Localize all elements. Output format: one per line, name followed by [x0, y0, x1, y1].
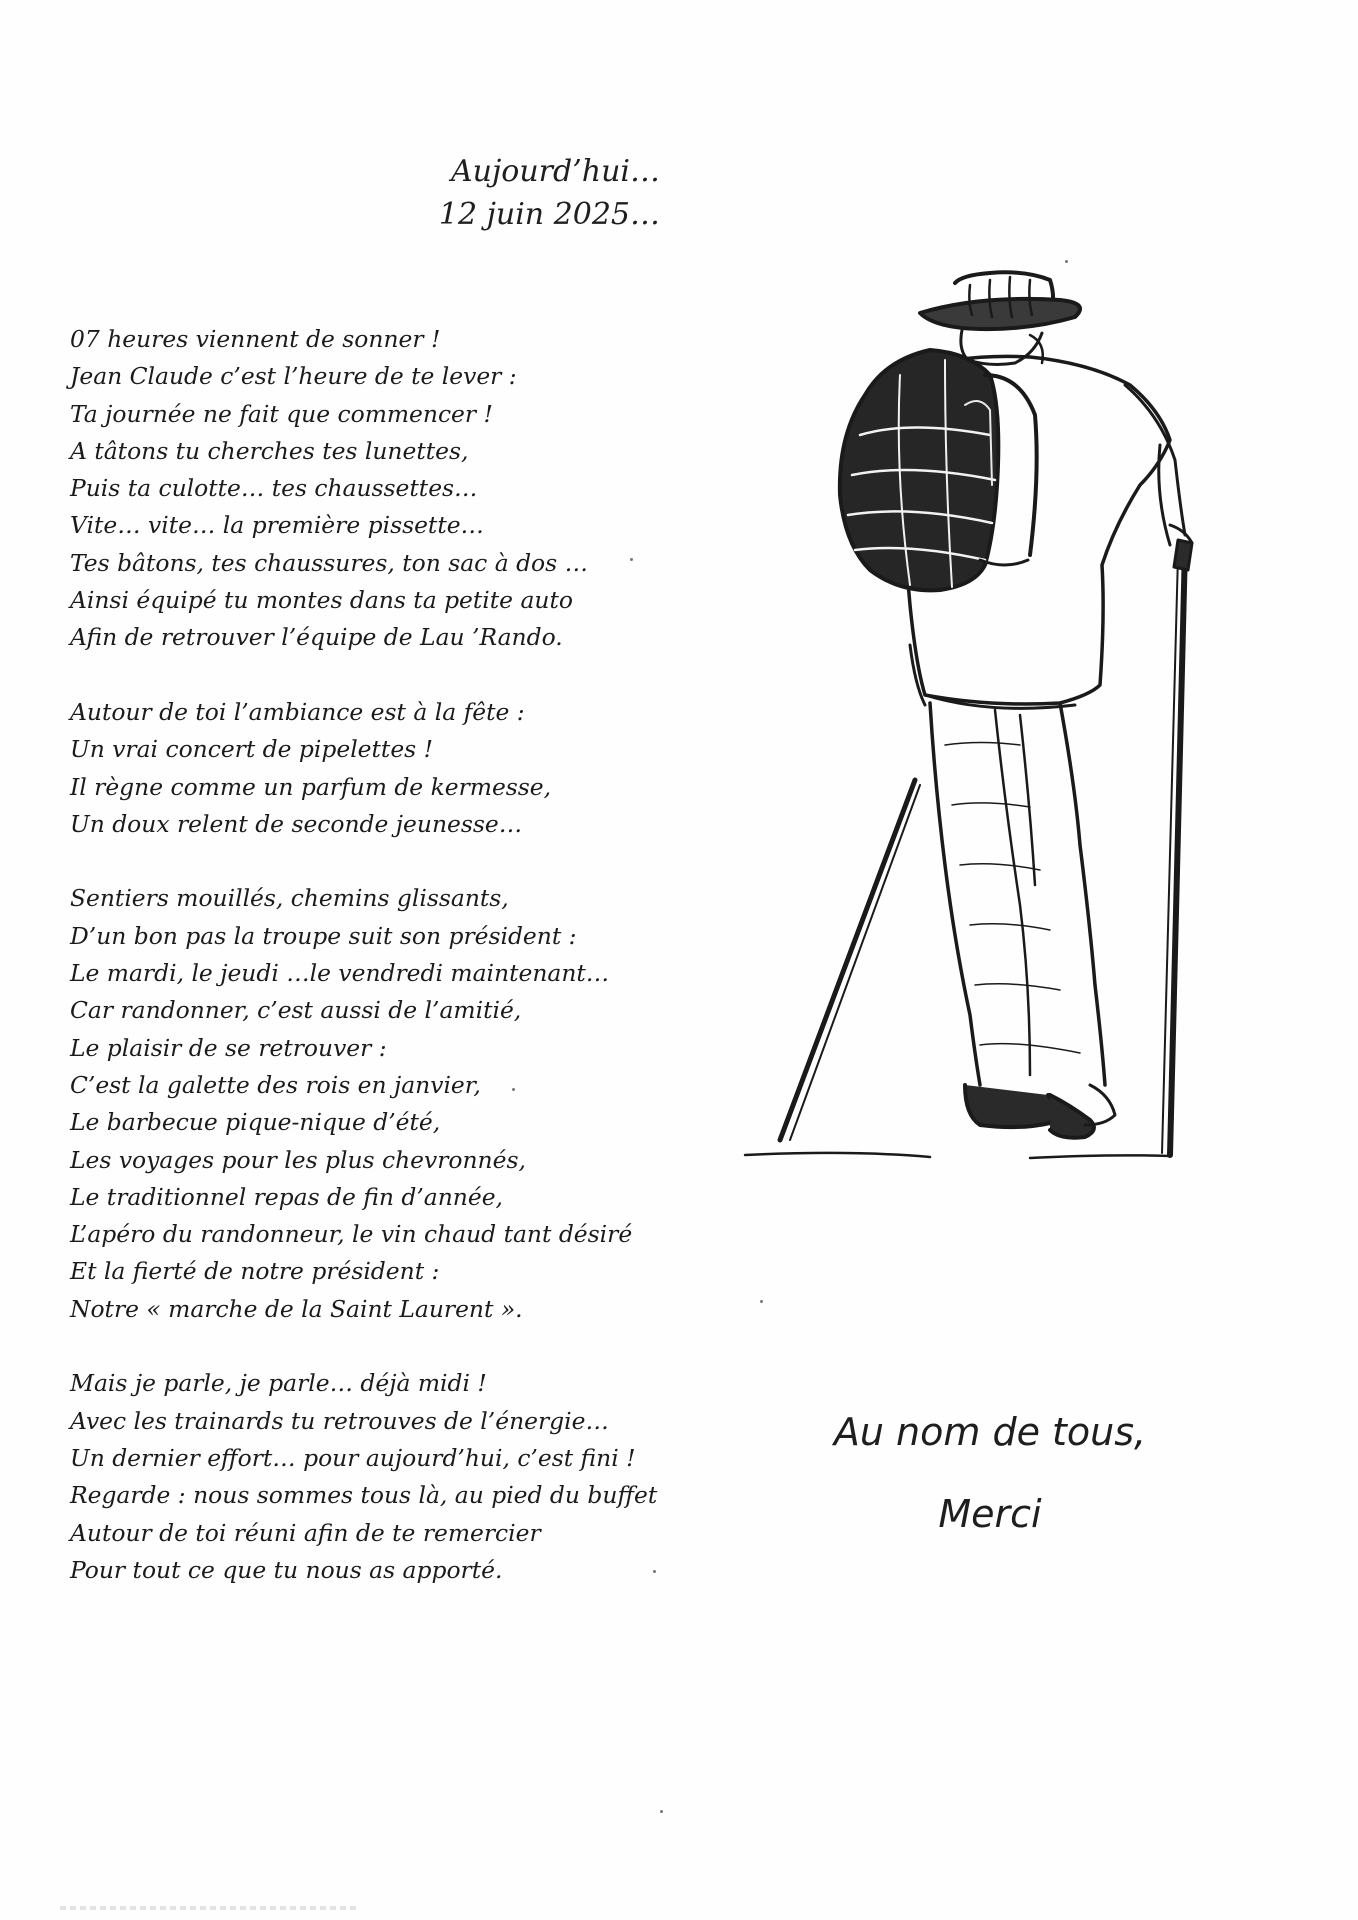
scan-speck — [660, 1810, 663, 1813]
stanza-gap — [70, 1328, 710, 1365]
scan-speck — [760, 1300, 763, 1303]
poem-line: Autour de toi réuni afin de te remercier — [70, 1518, 541, 1547]
poem-line: Pour tout ce que tu nous as apporté. — [70, 1555, 503, 1584]
poem-line: Le barbecue pique-nique d’été, — [70, 1108, 441, 1137]
scan-speck — [1065, 260, 1068, 263]
stanza-gap — [70, 843, 710, 880]
poem-line: Mais je parle, je parle… déjà midi ! — [70, 1369, 487, 1398]
poem-line: Ainsi équipé tu montes dans ta petite auto — [70, 586, 573, 615]
poem-line: Avec les trainards tu retrouves de l’énergie… — [70, 1406, 609, 1435]
poem-line: 07 heures viennent de sonner ! — [70, 325, 441, 353]
poem-line: Autour de toi l’ambiance est à la fête : — [70, 697, 525, 726]
poem-line: Le traditionnel repas de fin d’année, — [70, 1182, 503, 1211]
poem-line: Un vrai concert de pipelettes ! — [70, 735, 434, 764]
poem-line: Puis ta culotte… tes chaussettes… — [70, 474, 478, 503]
poem-line: Il règne comme un parfum de kermesse, — [70, 772, 552, 801]
poem-line: Et la fierté de notre président : — [70, 1257, 440, 1286]
poem-line: Tes bâtons, tes chaussures, ton sac à dos … — [70, 548, 588, 577]
poem-line: Le plaisir de se retrouver : — [70, 1033, 387, 1062]
poem-line: Les voyages pour les plus chevronnés, — [70, 1145, 526, 1174]
poem — [70, 321, 710, 1589]
poem-line: Regarde : nous sommes tous là, au pied du buffet — [70, 1481, 658, 1510]
scan-speck — [512, 1088, 515, 1091]
scan-speck — [653, 1570, 656, 1573]
hiker-illustration-icon — [730, 225, 1200, 1185]
scan-speck — [630, 558, 633, 561]
scan-edge — [60, 1906, 360, 1910]
title-block — [300, 150, 660, 236]
stanza-gap — [70, 657, 710, 694]
dedication-line-1: Au nom de tous, — [833, 1410, 1147, 1454]
poem-line: Ta journée ne fait que commencer ! — [70, 399, 493, 428]
title-line-1: Aujourd’hui… — [451, 154, 660, 189]
poem-line: Afin de retrouver l’équipe de Lau ’Rando. — [70, 623, 563, 652]
title-date: 12 juin 2025… — [438, 197, 660, 232]
poem-line: Sentiers mouillés, chemins glissants, — [70, 884, 509, 913]
poem-line: L’apéro du randonneur, le vin chaud tant désiré — [70, 1220, 633, 1249]
dedication-merci: Merci — [938, 1492, 1042, 1536]
poem-line: Jean Claude c’est l’heure de te lever : — [70, 362, 517, 391]
poem-line: Notre « marche de la Saint Laurent ». — [70, 1294, 523, 1323]
poem-line: D’un bon pas la troupe suit son président : — [70, 921, 577, 950]
dedication — [800, 1405, 1180, 1541]
poem-line: A tâtons tu cherches tes lunettes, — [70, 436, 469, 465]
poem-line: Vite… vite… la première pissette… — [70, 511, 484, 540]
poem-line: C’est la galette des rois en janvier, — [70, 1070, 481, 1099]
poem-line: Le mardi, le jeudi …le vendredi maintenant… — [70, 959, 610, 988]
poem-line: Un dernier effort… pour aujourd’hui, c’est fini ! — [70, 1443, 636, 1472]
poem-line: Un doux relent de seconde jeunesse… — [70, 809, 523, 838]
poem-line: Car randonner, c’est aussi de l’amitié, — [70, 996, 522, 1025]
